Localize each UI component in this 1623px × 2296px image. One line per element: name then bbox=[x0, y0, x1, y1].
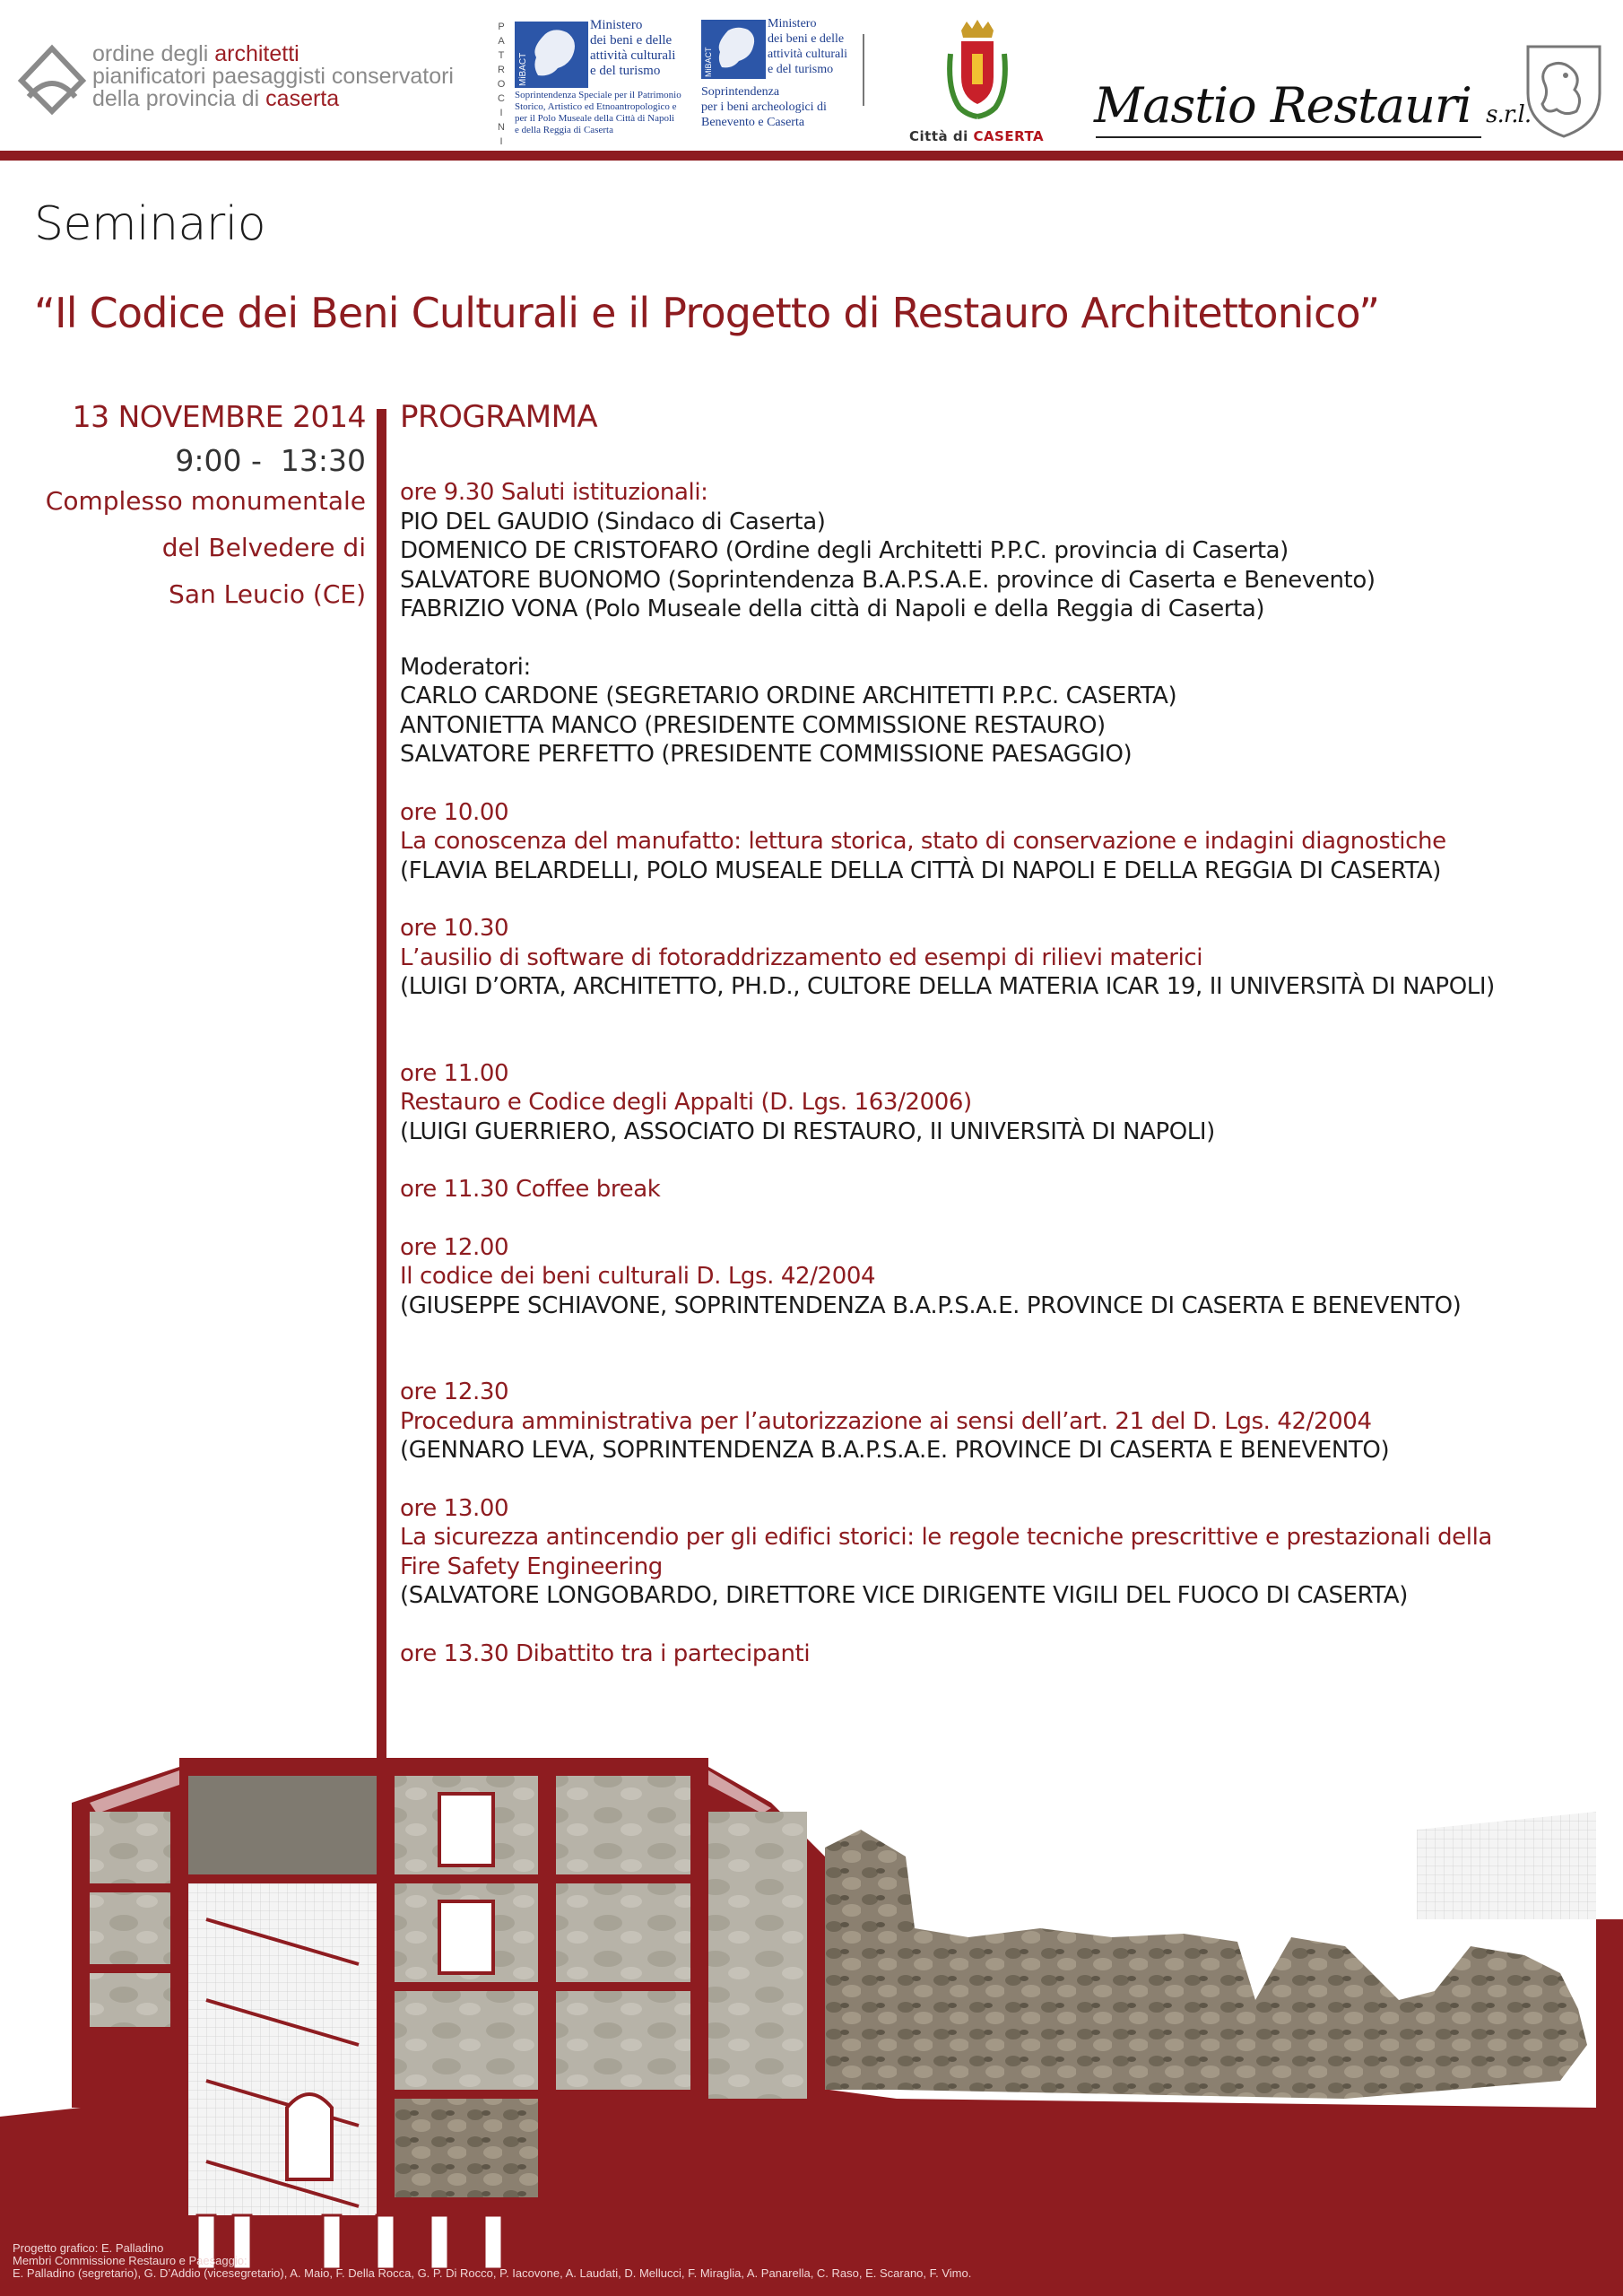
mastio-underline bbox=[1096, 136, 1481, 138]
mastio-suffix: s.r.l. bbox=[1486, 101, 1532, 128]
city-label-prefix: Città di bbox=[909, 128, 974, 144]
session-time: ore 12.30 bbox=[400, 1378, 509, 1405]
saluti-line: SALVATORE BUONOMO (Soprintendenza B.A.P.S.A.E. province di Caserta e Benevento) bbox=[400, 566, 1376, 594]
building-section-illustration bbox=[0, 1731, 1623, 2296]
vertical-divider bbox=[377, 409, 386, 1781]
session-time: ore 11.00 bbox=[400, 1059, 509, 1087]
saluti-line: FABRIZIO VONA (Polo Museale della città di Napoli e della Reggia di Caserta) bbox=[400, 596, 1265, 622]
program bbox=[400, 399, 1610, 1668]
session-topic: Il codice dei beni culturali D. Lgs. 42/2004 bbox=[400, 1263, 876, 1290]
mibact-1-acronym: MiBACT bbox=[518, 52, 528, 86]
city-label-highlight: CASERTA bbox=[973, 128, 1045, 144]
mibact-1-title-3: e del turismo bbox=[590, 64, 661, 78]
mibact-1-title-1: dei beni e delle bbox=[590, 33, 673, 48]
program-heading: PROGRAMMA bbox=[400, 399, 598, 435]
moderatore-line: SALVATORE PERFETTO (PRESIDENTE COMMISSIONE PAESAGGIO) bbox=[400, 741, 1133, 768]
moderatori-heading: Moderatori: bbox=[400, 653, 531, 681]
session-speaker: (GIUSEPPE SCHIAVONE, SOPRINTENDENZA B.A.P.S.A.E. PROVINCE DI CASERTA E BENEVENTO) bbox=[400, 1292, 1462, 1319]
mibact-1-title-0: Ministero bbox=[590, 18, 643, 32]
credits bbox=[13, 2242, 1609, 2280]
city-of-caserta-label bbox=[909, 128, 1044, 144]
heraldic-crest-icon bbox=[1521, 39, 1607, 140]
event-time: 9:00 - 13:30 bbox=[175, 443, 366, 478]
closing-session: ore 13.30 Dibattito tra i partecipanti bbox=[400, 1639, 811, 1667]
session-topic: Procedura amministrativa per l’autorizzazione ai sensi dell’art. 21 del D. Lgs. 42/2004 bbox=[400, 1407, 1372, 1435]
mibact-2-sub bbox=[701, 84, 827, 130]
mibact-2-title-1: dei beni e delle bbox=[768, 32, 845, 46]
session-time: ore 12.00 bbox=[400, 1233, 509, 1261]
session-time: ore 10.30 bbox=[400, 915, 509, 942]
session-topic: L’ausilio di software di fotoraddrizzamento ed esempi di rilievi materici bbox=[400, 944, 1203, 971]
event-date: 13 NOVEMBRE 2014 bbox=[72, 399, 366, 434]
mibact-2-sub-2: Benevento e Caserta bbox=[701, 116, 805, 129]
mastio-restauri-logo bbox=[1094, 77, 1531, 134]
event-info bbox=[18, 399, 366, 618]
session-speaker: (LUIGI GUERRIERO, ASSOCIATO DI RESTAURO, II UNIVERSITÀ DI NAPOLI) bbox=[400, 1118, 1215, 1145]
mibact-logo-2-icon bbox=[701, 20, 766, 79]
mibact-1-sub-3: e della Reggia di Caserta bbox=[515, 125, 613, 135]
seminar-title: “Il Codice dei Beni Culturali e il Progetto di Restauro Architettonico” bbox=[34, 289, 1380, 337]
mibact-2-text bbox=[768, 16, 847, 77]
patrocinio-vertical-label: P A T R O C I N I bbox=[497, 22, 506, 147]
order-logo-line3-prefix: della provincia di bbox=[92, 86, 266, 111]
mibact-1-title-2: attività culturali bbox=[590, 48, 676, 63]
mibact-logo-1-icon bbox=[515, 22, 588, 88]
header bbox=[0, 0, 1623, 152]
session-topic: Restauro e Codice degli Appalti (D. Lgs. 163/2006) bbox=[400, 1089, 972, 1116]
session-time: ore 10.00 bbox=[400, 798, 509, 826]
order-logo-line3-highlight: caserta bbox=[265, 86, 340, 111]
mibact-1-text bbox=[590, 18, 675, 79]
credits-line-2: Membri Commissione Restauro e Paesaggio: bbox=[13, 2254, 247, 2267]
mibact-1-sub-2: per il Polo Museale della Città di Napoli bbox=[515, 113, 675, 124]
venue-line-1: Complesso monumentale bbox=[45, 486, 366, 516]
saluti-line: PIO DEL GAUDIO (Sindaco di Caserta) bbox=[400, 508, 826, 535]
caserta-crest-icon bbox=[942, 18, 1013, 124]
session-speaker: (FLAVIA BELARDELLI, POLO MUSEALE DELLA CITTÀ DI NAPOLI E DELLA REGGIA DI CASERTA) bbox=[400, 857, 1442, 884]
mibact-2-sub-0: Soprintendenza bbox=[701, 85, 780, 99]
mibact-2-title-3: e del turismo bbox=[768, 63, 834, 76]
mibact-2-title-2: attività culturali bbox=[768, 48, 848, 61]
session-speaker: (GENNARO LEVA, SOPRINTENDENZA B.A.P.S.A.E. PROVINCE DI CASERTA E BENEVENTO) bbox=[400, 1437, 1390, 1464]
session-time: ore 13.00 bbox=[400, 1494, 509, 1522]
mibact-1-sub-0: Soprintendenza Speciale per il Patrimonio bbox=[515, 90, 681, 100]
order-logo-line1-highlight: architetti bbox=[214, 41, 299, 66]
venue-line-2: del Belvedere di bbox=[161, 533, 366, 562]
mibact-divider bbox=[863, 34, 864, 106]
session-topic: La sicurezza antincendio per gli edifici storici: le regole tecniche prescrittive e prestazionali della bbox=[400, 1524, 1492, 1551]
credits-line-1: Progetto grafico: E. Palladino bbox=[13, 2241, 164, 2255]
saluti-heading: ore 9.30 Saluti istituzionali: bbox=[400, 479, 708, 506]
credits-line-3: E. Palladino (segretario), G. D’Addio (vicesegretario), A. Maio, F. Della Rocca, G. P. Di Rocco, P. Iacovone, A. Laudati, D. Mellucci, F. Miraglia, A. Panarella, C. Raso, E. Scarano, F. Vimo. bbox=[13, 2266, 972, 2280]
order-logo-line2: pianificatori paesaggisti conservatori bbox=[92, 64, 454, 89]
order-architects-logo-icon bbox=[16, 43, 88, 117]
coffee-break: ore 11.30 Coffee break bbox=[400, 1176, 661, 1203]
mibact-2-title-0: Ministero bbox=[768, 17, 817, 30]
session-speaker: (SALVATORE LONGOBARDO, DIRETTORE VICE DIRIGENTE VIGILI DEL FUOCO DI CASERTA) bbox=[400, 1582, 1408, 1609]
session-topic-cont: Fire Safety Engineering bbox=[400, 1552, 663, 1580]
mibact-2-acronym: MiBACT bbox=[704, 47, 713, 77]
saluti-line: DOMENICO DE CRISTOFARO (Ordine degli Architetti P.P.C. provincia di Caserta) bbox=[400, 537, 1289, 564]
mibact-2-sub-1: per i beni archeologici di bbox=[701, 100, 827, 114]
header-rule bbox=[0, 151, 1623, 161]
moderatore-line: CARLO CARDONE (SEGRETARIO ORDINE ARCHITETTI P.P.C. CASERTA) bbox=[400, 683, 1177, 709]
mibact-1-sub-1: Storico, Artistico ed Etnoantropologico e bbox=[515, 101, 677, 112]
session-speaker: (LUIGI D’ORTA, ARCHITETTO, PH.D., CULTORE DELLA MATERIA ICAR 19, II UNIVERSITÀ DI NAPOLI) bbox=[400, 973, 1495, 1000]
session-topic: La conoscenza del manufatto: lettura storica, stato di conservazione e indagini diagnostiche bbox=[400, 828, 1446, 855]
mibact-1-sub bbox=[515, 90, 681, 136]
order-architects-logo-text bbox=[92, 43, 454, 110]
seminar-label: Seminario bbox=[34, 197, 266, 251]
venue-line-3: San Leucio (CE) bbox=[169, 579, 366, 609]
mastio-name: Mastio Restauri bbox=[1094, 77, 1471, 134]
moderatore-line: ANTONIETTA MANCO (PRESIDENTE COMMISSIONE RESTAURO) bbox=[400, 711, 1106, 739]
order-logo-line1-prefix: ordine degli bbox=[92, 41, 215, 66]
